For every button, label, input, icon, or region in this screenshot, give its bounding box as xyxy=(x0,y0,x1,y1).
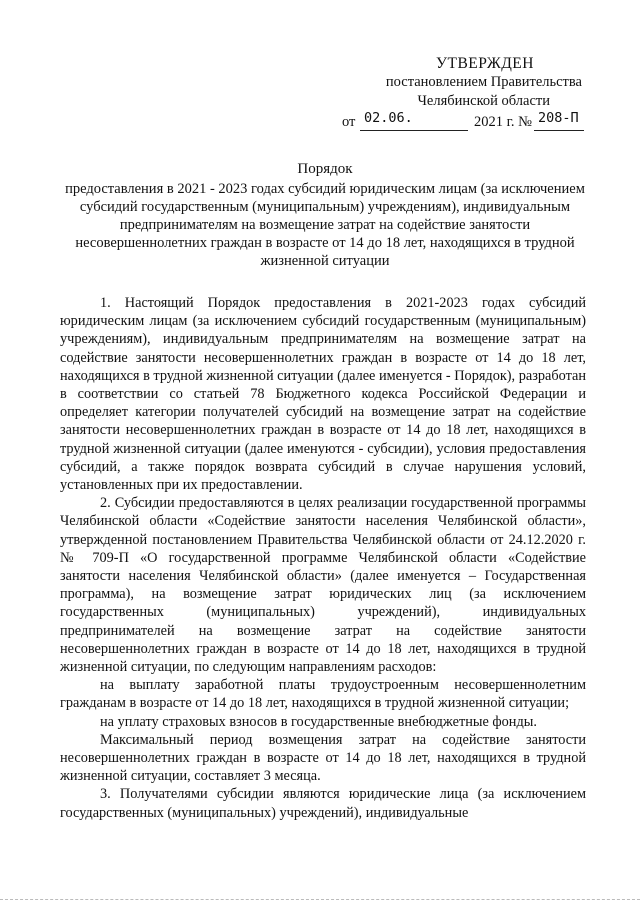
heading-title: Порядок xyxy=(297,161,353,177)
approval-title: УТВЕРЖДЕН xyxy=(436,55,534,72)
paragraph-2-item-2: на уплату страховых взносов в государственные внебюджетные фонды. xyxy=(100,713,537,730)
number-underline xyxy=(534,130,584,131)
doc-number: 208-П xyxy=(538,110,579,126)
document-body xyxy=(60,294,586,822)
paragraph-1: 1. Настоящий Порядок предоставления в 2021-2023 годах субсидий юридическим лицам (за исключением субсидий государственным (муниципальным) учреждениям), индивидуальным предпринимателям на возмещение затрат на содействие занятости несовершеннолетних граждан в возрасте от 14 до 18 лет, находящихся в трудной жизненной ситуации (далее именуется - Порядок), разработан в соответствии со статьей 78 Бюджетного кодекса Российской Федерации и определяет категории получателей субсидий на возмещение затрат на содействие занятости несовершеннолетних граждан в возрасте от 14 до 18 лет, находящихся в трудной жизненной ситуации (далее именуются - субсидии), условия предоставления субсидий, а также порядок возврата субсидий в случае нарушения условий, установленных при их предоставлении. xyxy=(60,295,586,494)
heading-subtitle: предоставления в 2021 - 2023 годах субсидий юридическим лицам (за исключением субсидий государственным (муниципальным) учреждениям), индивидуальным предпринимателям на возмещение затрат на содействие занятости несовершеннолетних граждан в возрасте от 14 до 18 лет, находящихся в трудной жизненной ситуации xyxy=(65,181,585,269)
paragraph-2-period: Максимальный период возмещения затрат на содействие занятости несовершеннолетних граждан в возрасте от 14 до 18 лет, находящихся в трудной жизненной ситуации, составляет 3 месяца. xyxy=(60,731,586,785)
document-heading xyxy=(60,160,590,270)
paragraph-2-item-1: на выплату заработной платы трудоустроенным несовершеннолетним гражданам в возрасте от 14 до 18 лет, находящихся в трудной жизненной ситуации; xyxy=(60,677,586,712)
date-prefix: от xyxy=(342,114,356,130)
scan-edge-line xyxy=(0,899,640,900)
approval-block xyxy=(340,54,590,133)
approval-date-row xyxy=(340,110,590,133)
approval-line-1: постановлением Правительства xyxy=(385,74,582,90)
approval-line-2: Челябинской области xyxy=(417,93,550,109)
paragraph-2: 2. Субсидии предоставляются в целях реализации государственной программы Челябинской области «Содействие занятости населения Челябинской области», утвержденной постановлением Правительства Челябинской области от 24.12.2020 г. № 709-П «О государственной программе Челябинской области «Содействие занятости населения Челябинской области» (далее именуется – Государственная программа), на возмещение затрат юридических лиц (за исключением государственных (муниципальных) учреждений), индивидуальных предпринимателей на возмещение затрат на содействие занятости несовершеннолетних граждан в возрасте от 14 до 18 лет, находящихся в трудной жизненной ситуации, по следующим направлениям расходов: xyxy=(60,495,586,676)
paragraph-3: 3. Получателями субсидии являются юридические лица (за исключением государственных (муниципальных) учреждений), индивидуальные xyxy=(60,786,586,821)
year-label: 2021 г. № xyxy=(474,114,533,130)
date-value: 02.06. xyxy=(364,110,413,126)
date-underline xyxy=(360,130,468,131)
